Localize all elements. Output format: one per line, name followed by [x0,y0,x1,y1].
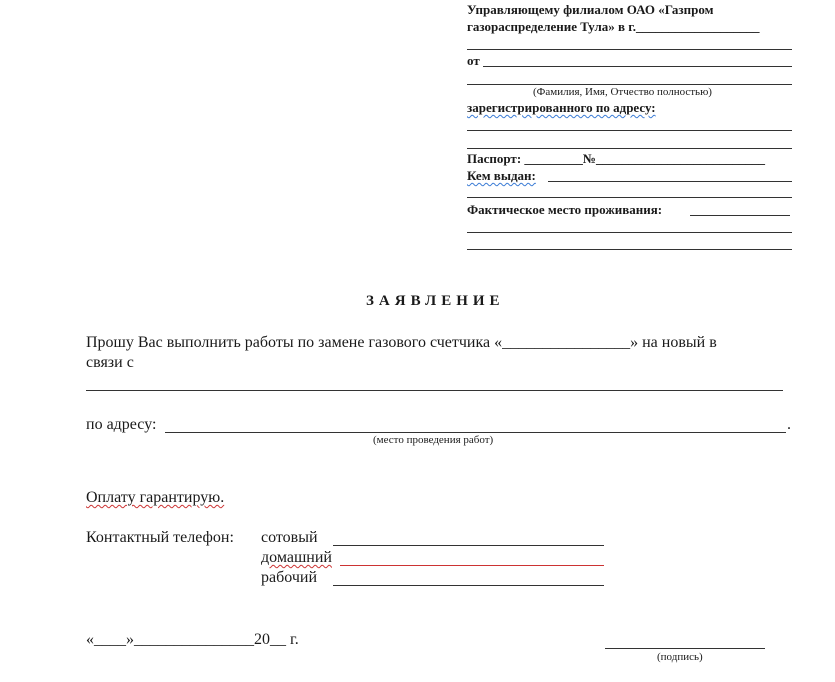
address-end-dot: . [787,416,791,433]
phone-work-blank-line [333,585,604,586]
registered-blank-line-2 [467,148,792,149]
addressee-blank-line [467,49,792,50]
issued-by-label [467,168,536,184]
actual-residence-blank-line [690,215,790,216]
registered-address-text: зарегистрированного по адресу: [467,100,656,115]
address-label: по адресу: [86,416,157,433]
issued-by-blank-line-2 [467,197,792,198]
issued-by-blank-line [548,181,792,182]
payment-guarantee-text: Оплату гарантирую. [86,489,225,506]
request-text: Прошу Вас выполнить работы по замене газового счетчика «________________» на новый в [86,334,717,351]
phone-mobile-blank-line [333,545,604,546]
actual-residence-label: Фактическое место проживания: [467,202,663,217]
document-title: ЗАЯВЛЕНИЕ [366,293,505,309]
reason-blank-line [86,390,783,391]
actual-residence-blank-line-3 [467,249,792,250]
phone-home-blank-line [340,565,604,566]
phone-mobile-label: сотовый [261,529,318,546]
request-text-cont: связи с [86,354,134,371]
address-hint: (место проведения работ) [373,434,494,446]
fio-hint: (Фамилия, Имя, Отчество полностью) [533,86,712,98]
registered-address-label [467,100,656,116]
contact-phone-label: Контактный телефон: [86,529,234,546]
payment-guarantee [86,488,224,508]
passport-label: Паспорт: _________№__________________________ [467,151,765,166]
phone-work-label: рабочий [261,569,317,586]
issued-by-text: Кем выдан: [467,168,536,183]
phone-home-label [261,548,332,568]
addressee-line-2: газораспределение Тула» в г.___________________ [467,19,760,34]
phone-home-text: домашний [261,549,332,566]
date-field: «____»_______________20__ г. [86,631,299,648]
address-blank-line [165,432,786,433]
fio-blank-line [467,84,792,85]
addressee-line-1: Управляющему филиалом ОАО «Газпром [467,2,714,17]
signature-hint: (подпись) [657,651,703,663]
signature-blank-line [605,648,765,649]
from-blank-line [483,66,792,67]
from-label: от [467,53,480,68]
actual-residence-blank-line-2 [467,232,792,233]
registered-blank-line-1 [467,130,792,131]
